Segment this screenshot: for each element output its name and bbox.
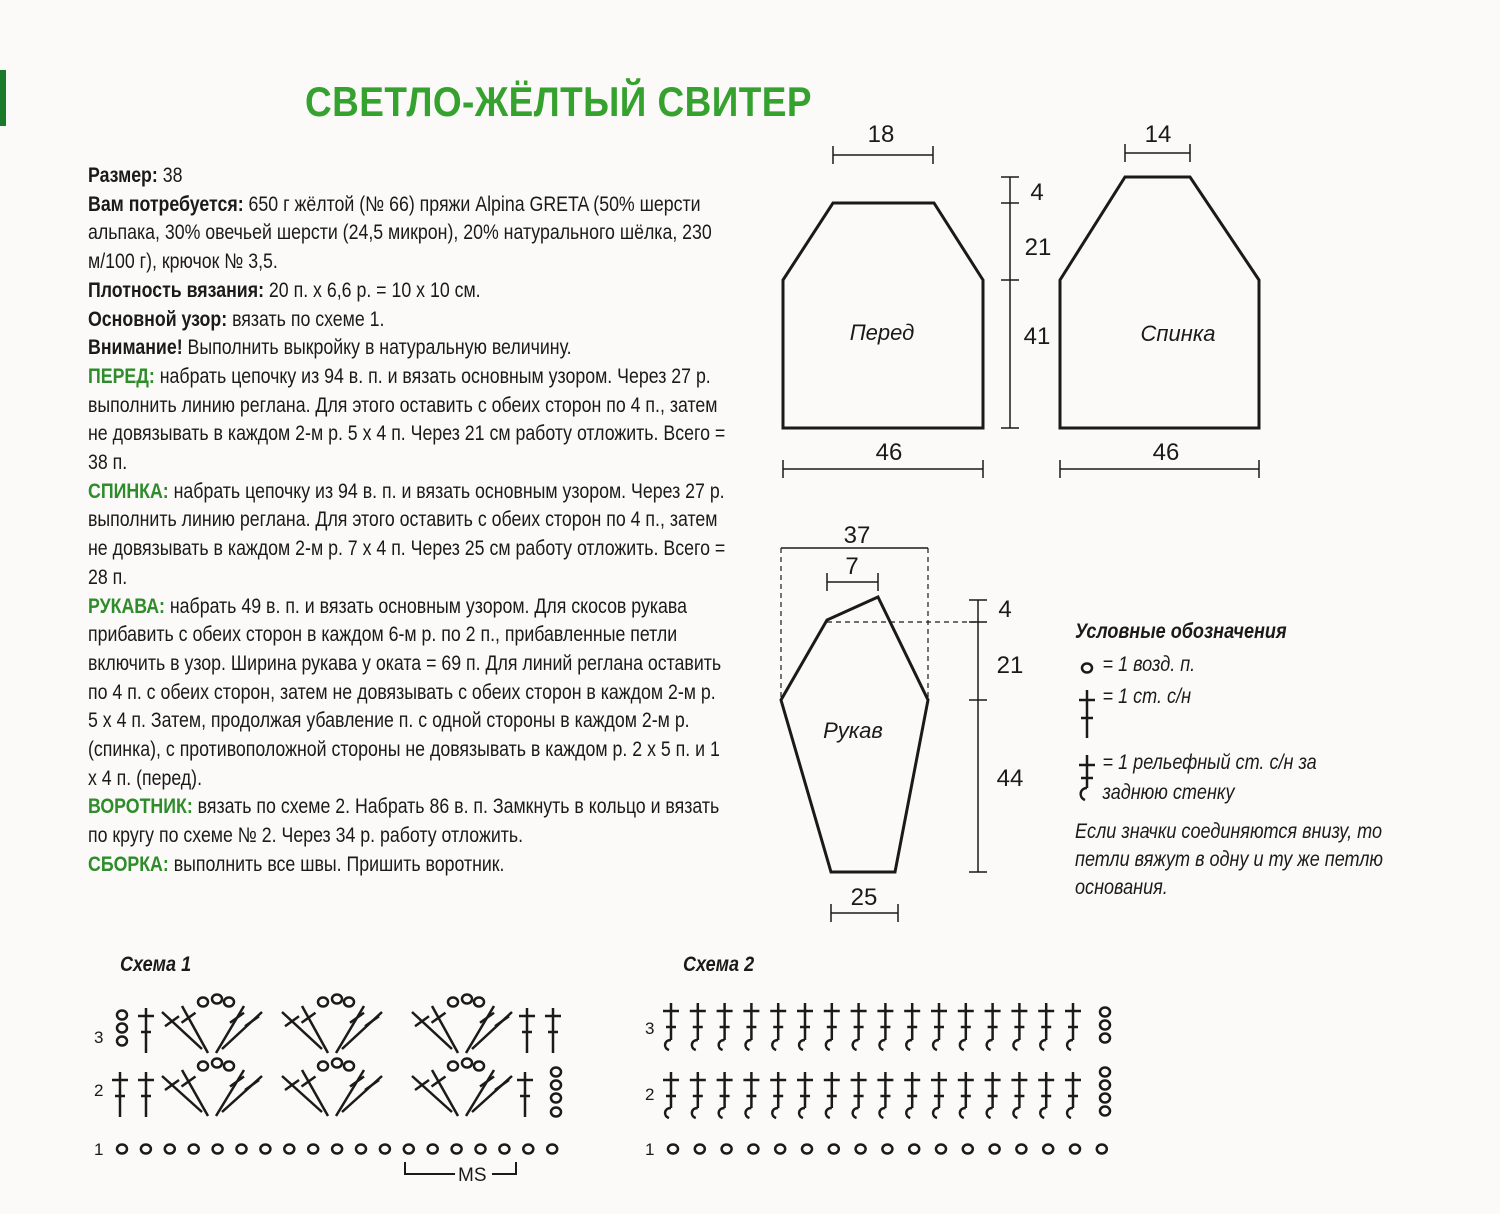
chain-stitch-icon [260,1145,270,1154]
chain-stitch-icon [117,1037,127,1046]
chain-stitch-icon [332,1145,342,1154]
relief-stitch-icon [690,1003,706,1050]
chain-stitch-icon [117,1024,127,1033]
pattern-label: Основной узор: [88,307,228,331]
relief-stitch-icon [877,1072,893,1118]
legend [1075,620,1419,902]
chain-stitch-icon [882,1145,892,1154]
chain-stitch-icon [990,1145,1000,1154]
chain-stitch-icon [224,1062,234,1071]
relief-stitch-icon [743,1072,759,1118]
back-label: Спинка [1140,321,1216,346]
relief-stitch-icon [797,1072,813,1118]
relief-stitch-icon [1065,1003,1081,1050]
chain-stitch-icon [551,1068,561,1077]
relief-stitch-icon [717,1072,733,1118]
relief-stitch-icon [931,1072,947,1118]
slanted-stitch-icon [302,1006,329,1053]
relief-stitch-icon [931,1003,947,1050]
chain-stitch-icon [551,1094,561,1103]
chain-stitch-icon [1100,1034,1110,1043]
scheme2-row-3: 3 [645,1019,655,1038]
relief-stitch-icon [1011,1072,1027,1118]
scheme2-row-2: 2 [645,1085,655,1104]
sleeve-h2: 21 [996,652,1024,679]
sleeve-top-cap: 7 [845,553,859,580]
chain-stitch-icon [1100,1094,1110,1103]
chain-stitch-icon [474,998,484,1007]
back-piece [1060,121,1259,478]
front-label: Перед [849,320,915,345]
relief-stitch-icon [1065,1072,1081,1118]
scheme-1-title: Схема 1 [120,953,192,976]
attention-label: Внимание! [88,336,183,360]
chain-stitch-icon [909,1145,919,1154]
chain-stitch-icon [668,1145,678,1154]
body-h2: 21 [1024,234,1052,261]
chain-stitch-icon [404,1145,414,1154]
slanted-stitch-icon [432,1070,459,1116]
assembly-label: СБОРКА: [88,852,169,876]
chain-stitch-icon [308,1145,318,1154]
chain-stitch-icon [141,1145,151,1154]
ms-repeat-bracket [405,1162,516,1186]
chain-stitch-icon [212,1059,222,1068]
chain-stitch-icon [448,998,458,1007]
sleeve-h1: 4 [998,596,1012,623]
double-crochet-icon [545,1008,561,1053]
body-height-dimension [1001,177,1051,428]
relief-stitch-icon [958,1003,974,1050]
size-label: Размер: [88,164,158,187]
relief-stitch-icon [770,1003,786,1050]
back-top-width: 14 [1144,121,1172,148]
chain-stitch-icon [224,998,234,1007]
chain-stitch-icon [356,1145,366,1154]
relief-stitch-icon [824,1072,840,1118]
scheme-1-chart [112,995,561,1154]
chain-stitch-icon [189,1145,199,1154]
relief-stitch-icon [717,1003,733,1050]
chain-stitch-icon [1100,1081,1110,1090]
ms-label: MS [458,1165,487,1186]
scheme1-row-3: 3 [94,1028,104,1047]
collar-value: вязать по схеме 2. Набрать 86 в. п. Замкнуть в кольцо и вязать по кругу по схеме № 2. Через 34 р. работу отложить. [88,795,720,848]
slanted-stitch-icon [336,1006,364,1053]
size-value: 38 [157,164,183,187]
legend-note: Если значки соединяются внизу, то петли вяжут в одну и ту же петлю основания. [1075,820,1383,899]
chain-stitch-icon [856,1145,866,1154]
slanted-stitch-icon [466,1006,494,1053]
chain-stitch-icon [1100,1021,1110,1030]
slanted-stitch-icon [302,1070,329,1116]
chain-stitch-icon [212,995,222,1004]
chain-stitch-icon [165,1145,175,1154]
relief-stitch-icon [958,1072,974,1118]
chain-stitch-icon [936,1145,946,1154]
slanted-stitch-icon [216,1006,244,1053]
chain-stitch-icon [722,1145,732,1154]
relief-stitch-icon [797,1003,813,1050]
relief-stitch-icon [904,1003,920,1050]
legend-chain: = 1 возд. п. [1102,653,1196,676]
body-h1: 4 [1030,179,1044,206]
double-crochet-icon [517,1072,533,1117]
chain-stitch-icon [1097,1145,1107,1154]
scheme-2-chart [663,1003,1110,1154]
chain-stitch-icon [476,1145,486,1154]
relief-stitch-icon [770,1072,786,1118]
scheme2-row-1: 1 [645,1140,655,1159]
legend-title: Условные обозначения [1075,620,1287,643]
body-h3: 41 [1023,323,1051,350]
chain-stitch-icon [1070,1145,1080,1154]
sleeve-label: Рукав [823,718,883,743]
relief-stitch-icon [663,1003,679,1050]
chain-stitch-icon [963,1145,973,1154]
sleeve-piece [781,522,1023,922]
back-bottom-width: 46 [1152,439,1180,466]
sleeve-bottom-width: 25 [850,884,878,911]
chain-stitch-icon [380,1145,390,1154]
chain-stitch-icon [748,1145,758,1154]
gauge-value: 20 п. х 6,6 р. = 10 х 10 см. [263,278,481,302]
chain-stitch-icon [695,1145,705,1154]
scheme1-row-2: 2 [94,1081,104,1100]
page-title: СВЕТЛО-ЖЁЛТЫЙ СВИТЕР [305,78,812,125]
legend-dc: = 1 ст. с/н [1102,685,1192,708]
relief-stitch-icon [904,1072,920,1118]
chain-stitch-icon [802,1145,812,1154]
chain-stitch-icon [117,1145,127,1154]
chain-stitch-icon [344,998,354,1007]
slanted-stitch-icon [432,1006,459,1053]
sleeve-top-full: 37 [843,522,871,549]
chain-stitch-icon [448,1062,458,1071]
chain-stitch-icon [318,998,328,1007]
front-top-width: 18 [867,121,895,148]
chain-stitch-icon [237,1145,247,1154]
attention-value: Выполнить выкройку в натуральную величину. [182,336,572,360]
chain-stitch-icon [213,1145,223,1154]
chain-stitch-icon [499,1145,509,1154]
slanted-stitch-icon [336,1070,364,1116]
chain-stitch-icon [428,1145,438,1154]
chain-stitch-icon [551,1081,561,1090]
relief-stitch-icon [851,1072,867,1118]
collar-label: ВОРОТНИК: [88,795,193,819]
chain-stitch-icon [318,1062,328,1071]
relief-stitch-icon [690,1072,706,1118]
chain-stitch-icon [452,1145,462,1154]
chain-stitch-icon [332,1059,342,1068]
double-crochet-icon [112,1072,128,1117]
sleeves-value: набрать 49 в. п. и вязать основным узором. Для скосов рукава прибавить с обеих сторон в каждом 6-м р. по 2 п., прибавленные петли включить в узор. Ширина рукава у оката = 69 п. Для линий реглана оставить по 4 п. с обеих сторон, затем не довязывать с обеих сторон в каждом 2-м р. 5 х 4 п. Затем, продолжая убавление п. с одной стороны в каждом 2-м р. (спинка), с противоположной стороны не довязывать в каждом р. 2 х 5 п. и 1 х 4 п. (перед). [88,594,722,790]
relief-stitch-icon [985,1003,1001,1050]
chain-stitch-icon [1043,1145,1053,1154]
chain-stitch-icon [1100,1008,1110,1017]
chain-stitch-icon [1100,1107,1110,1116]
scheme1-row-1: 1 [94,1140,104,1159]
chain-stitch-icon [1016,1145,1026,1154]
relief-stitch-icon [1038,1003,1054,1050]
double-crochet-icon [138,1008,154,1053]
relief-stitch-icon [851,1003,867,1050]
slanted-stitch-icon [216,1070,244,1116]
chain-stitch-icon [462,995,472,1004]
sleeves-label: РУКАВА: [88,594,165,618]
materials-value: 650 г жёлтой (№ 66) пряжи Alpina GRETA (50% шерсти альпака, 30% овечьей шерсти (24,5 микрон), 20% натурального шёлка, 230 м/100 г), крючок № 3,5. [88,192,712,274]
assembly-value: выполнить все швы. Пришить воротник. [168,852,505,876]
chain-stitch-icon [474,1062,484,1071]
slanted-stitch-icon [466,1070,494,1116]
relief-stitch-icon [985,1072,1001,1118]
back-label: СПИНКА: [88,479,169,503]
chain-stitch-icon [547,1145,557,1154]
chain-stitch-icon [332,995,342,1004]
chain-stitch-icon [1100,1068,1110,1077]
chain-stitch-icon [462,1059,472,1068]
pattern-value: вязать по схеме 1. [227,307,385,331]
gauge-label: Плотность вязания: [88,278,264,302]
chain-stitch-icon [198,998,208,1007]
slanted-stitch-icon [182,1006,209,1053]
materials-label: Вам потребуется: [88,192,244,216]
relief-stitch-icon [743,1003,759,1050]
legend-relief: = 1 рельефный ст. с/н за заднюю стенку [1102,751,1317,804]
slanted-stitch-icon [182,1070,209,1116]
front-label: ПЕРЕД: [88,364,155,388]
relief-stitch-icon [824,1003,840,1050]
chain-stitch-icon [198,1062,208,1071]
chain-stitch-icon [284,1145,294,1154]
back-outline [1060,177,1259,428]
double-crochet-icon [519,1008,535,1053]
front-piece [783,121,983,478]
back-value: набрать цепочку из 94 в. п. и вязать основным узором. Через 27 р. выполнить линию реглана. Для этого оставить с обеих сторон по 4 п., затем не довязывать в каждом 2-м р. 7 х 4 п. Через 25 см работу отложить. Всего = 28 п. [88,479,726,589]
chain-stitch-icon [775,1145,785,1154]
relief-stitch-icon [1011,1003,1027,1050]
chain-stitch-icon [523,1145,533,1154]
relief-stitch-icon [877,1003,893,1050]
chain-stitch-icon [829,1145,839,1154]
chain-stitch-icon [344,1062,354,1071]
relief-stitch-icon [1038,1072,1054,1118]
front-value: набрать цепочку из 94 в. п. и вязать основным узором. Через 27 р. выполнить линию реглана. Для этого оставить с обеих сторон по 4 п., затем не довязывать в каждом 2-м р. 5 х 4 п. Через 21 см работу отложить. Всего = 38 п. [88,364,726,475]
chain-stitch-icon [117,1011,127,1020]
front-outline [783,203,983,428]
front-bottom-width: 46 [875,439,903,466]
sleeve-h3: 44 [996,765,1024,792]
double-crochet-icon [138,1072,154,1117]
chain-stitch-icon [551,1108,561,1117]
relief-stitch-icon [663,1072,679,1118]
scheme-2-title: Схема 2 [683,953,755,976]
